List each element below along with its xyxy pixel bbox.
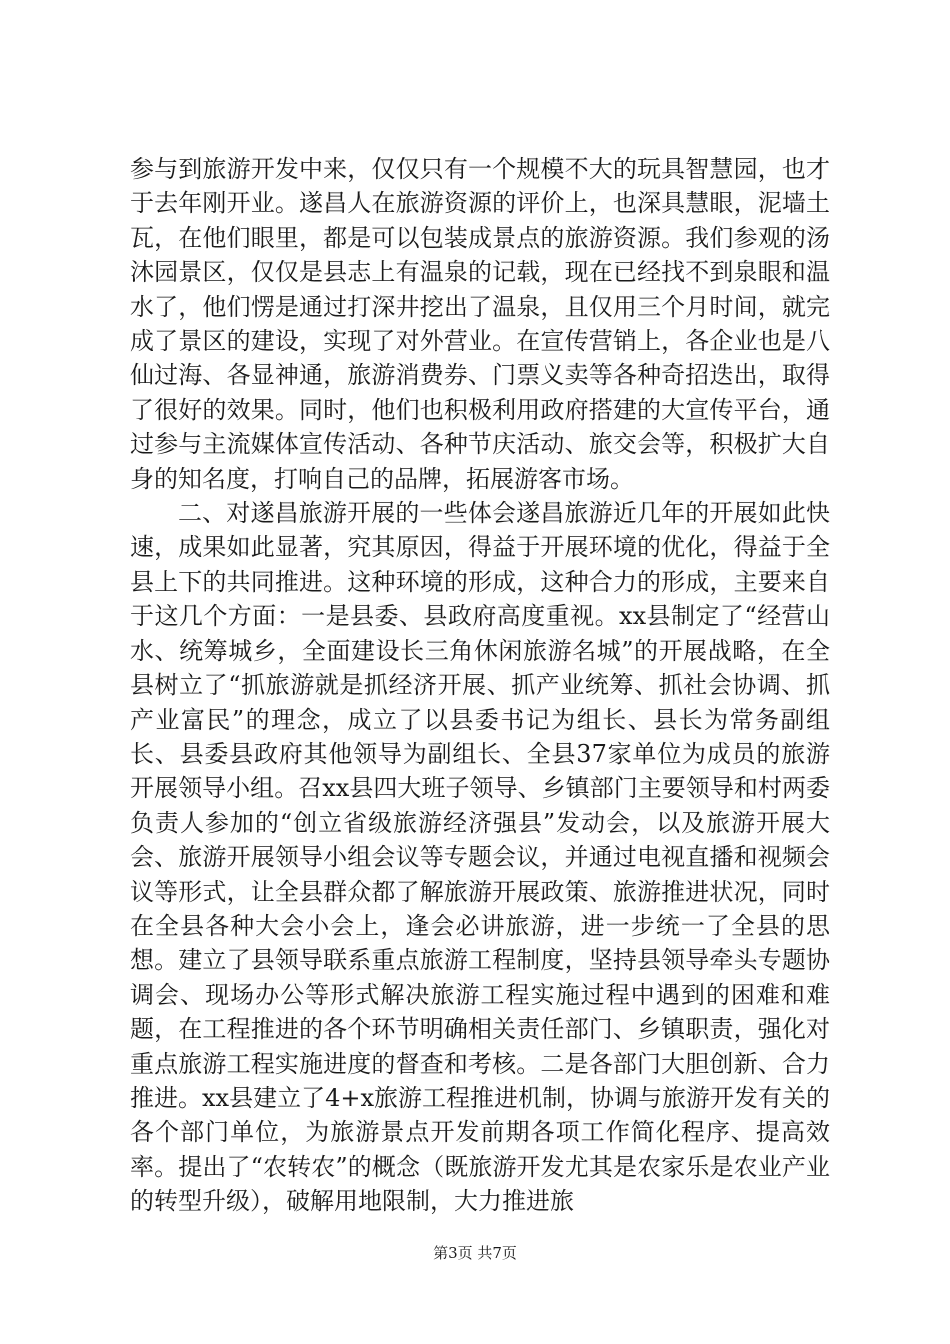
- document-body: [130, 152, 830, 1219]
- paragraph-continuation: 参与到旅游开发中来，仅仅只有一个规模不大的玩具智慧园，也才于去年刚开业。遂昌人在旅游资源的评价上，也深具慧眼，泥墙土瓦，在他们眼里，都是可以包装成景点的旅游资源。我们参观的汤沐园景区，仅仅是县志上有温泉的记载，现在已经找不到泉眼和温水了，他们愣是通过打深井挖出了温泉，且仅用三个月时间，就完成了景区的建设，实现了对外营业。在宣传营销上，各企业也是八仙过海、各显神通，旅游消费券、门票义卖等各种奇招迭出，取得了很好的效果。同时，他们也积极利用政府搭建的大宣传平台，通过参与主流媒体宣传活动、各种节庆活动、旅交会等，积极扩大自身的知名度，打响自己的品牌，拓展游客市场。: [130, 155, 830, 493]
- page-footer: 第3页 共7页: [433, 1244, 517, 1262]
- paragraph-section-two: 二、对遂昌旅游开展的一些体会遂昌旅游近几年的开展如此快速，成果如此显著，究其原因，得益于开展环境的优化，得益于全县上下的共同推进。这种环境的形成，这种合力的形成，主要来自于这几个方面：一是县委、县政府高度重视。xx县制定了“经营山水、统筹城乡，全面建设长三角休闲旅游名城”的开展战略，在全县树立了“抓旅游就是抓经济开展、抓产业统筹、抓社会协调、抓产业富民”的理念，成立了以县委书记为组长、县长为常务副组长、县委县政府其他领导为副组长、全县37家单位为成员的旅游开展领导小组。召xx县四大班子领导、乡镇部门主要领导和村两委负责人参加的“创立省级旅游经济强县”发动会，以及旅游开展大会、旅游开展领导小组会议等专题会议，并通过电视直播和视频会议等形式，让全县群众都了解旅游开展政策、旅游推进状况，同时在全县各种大会小会上，逢会必讲旅游，进一步统一了全县的思想。建立了县领导联系重点旅游工程制度，坚持县领导牵头专题协调会、现场办公等形式解决旅游工程实施过程中遇到的困难和难题，在工程推进的各个环节明确相关责任部门、乡镇职责，强化对重点旅游工程实施进度的督查和考核。二是各部门大胆创新、合力推进。xx县建立了4+x旅游工程推进机制，协调与旅游开发有关的各个部门单位，为旅游景点开发前期各项工作简化程序、提高效率。提出了“农转农”的概念（既旅游开发尤其是农家乐是农业产业的转型升级），破解用地限制，大力推进旅: [130, 499, 830, 1216]
